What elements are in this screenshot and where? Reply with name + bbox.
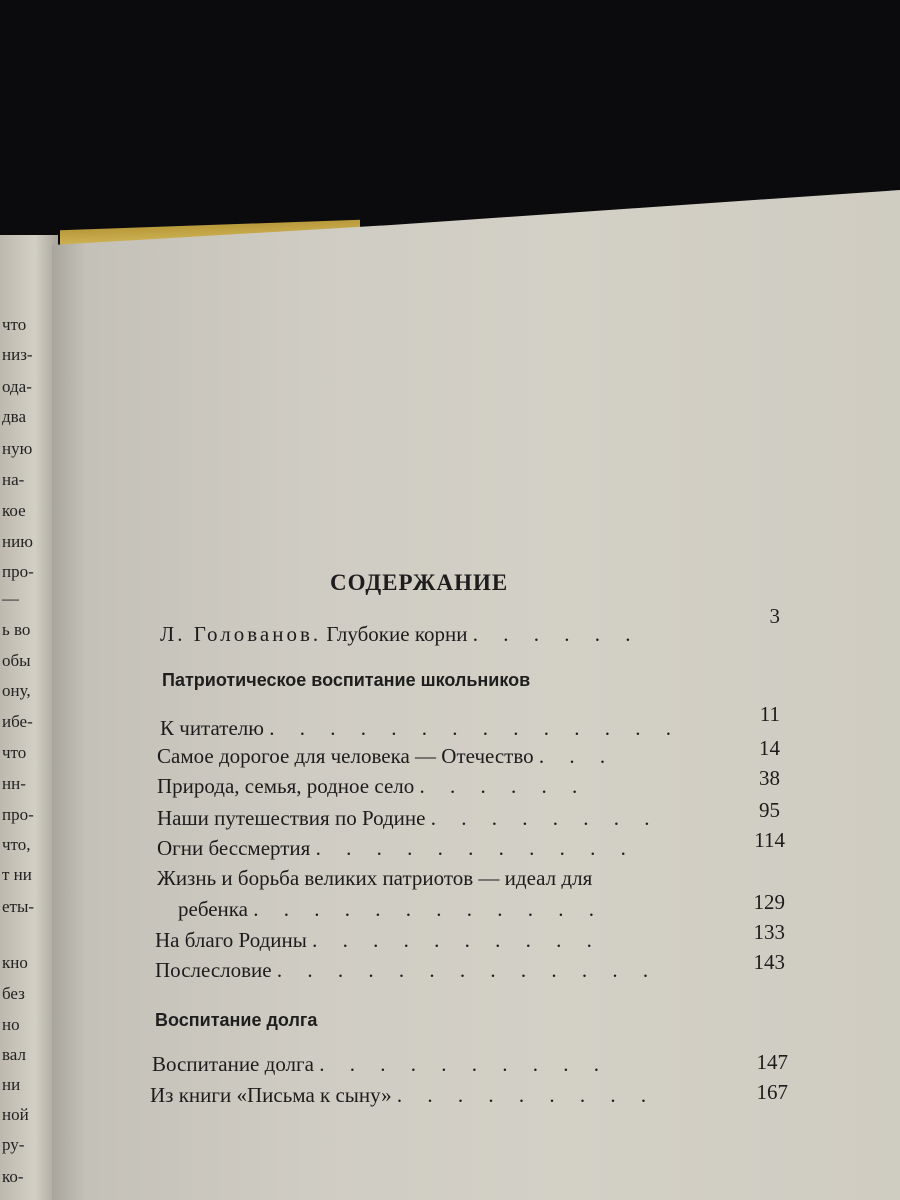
left-page-text: — (2, 589, 19, 608)
toc-page-number: 143 (753, 950, 785, 974)
left-page-text: низ- (2, 345, 33, 364)
left-page-text: ру- (2, 1135, 25, 1154)
toc-entry-title: Самое дорогое для человека — Отечество (157, 744, 534, 768)
left-page-text: ную (2, 439, 33, 458)
toc-entry-title: Природа, семья, родное село (157, 774, 415, 798)
toc-entry-intro (160, 622, 640, 647)
toc-entry-title: Наши путешествия по Родине (157, 806, 426, 830)
left-page-text: но (2, 1015, 20, 1034)
toc-entry-dots: . . . . . . . . . (396, 1083, 657, 1107)
toc-page-number: 14 (759, 736, 780, 760)
left-page-text: про- (2, 805, 34, 824)
toc-entry-title: К читателю (160, 716, 264, 740)
toc-entry-dots: . . . . . . . . (430, 806, 660, 830)
left-page-text: вал (2, 1045, 26, 1064)
toc-section-title: Воспитание долга (155, 1010, 318, 1030)
left-page-text: ибе- (2, 712, 33, 731)
toc-page-number: 38 (759, 766, 780, 790)
left-page-text: что, (2, 835, 31, 854)
toc-page-number: 11 (759, 702, 780, 726)
toc-entry-continuation (178, 897, 604, 922)
left-page-text: ко- (2, 1167, 24, 1186)
toc-entry-dots: . . . . . . . . . . . . (253, 897, 604, 921)
toc-entry (160, 716, 681, 741)
left-page-text: т ни (2, 865, 32, 884)
left-page-text: что (2, 743, 27, 762)
toc-page-number: 129 (753, 890, 785, 914)
toc-entry-dots: . . . . . . . . . . . . . . (269, 716, 681, 740)
toc-entry-title: Глубокие корни (326, 622, 468, 646)
right-page (52, 190, 900, 1200)
left-page-text: ь во (2, 620, 31, 639)
left-page-text: нн- (2, 774, 26, 793)
left-page-text: на- (2, 470, 25, 489)
left-page-text: кно (2, 953, 28, 972)
left-page-text: два (2, 407, 26, 426)
toc-entry (157, 806, 659, 831)
left-page-text: обы (2, 651, 31, 670)
toc-entry-title: ребенка (178, 897, 248, 921)
toc-page-number: 114 (754, 828, 785, 852)
toc-entry (150, 1083, 656, 1108)
left-page-text: нию (2, 532, 33, 551)
left-page-text: еты- (2, 897, 35, 916)
toc-entry (155, 958, 658, 983)
toc-page-number: 3 (769, 604, 780, 628)
toc-entry-title: Жизнь и борьба великих патриотов — идеал для (157, 866, 593, 890)
toc-entry-title: Из книги «Письма к сыну» (150, 1083, 392, 1107)
left-page-text: без (2, 984, 25, 1003)
toc-page-number: 95 (759, 798, 780, 822)
left-page-text: ода- (2, 377, 32, 396)
left-page (0, 235, 58, 1200)
toc-entry (157, 774, 587, 799)
toc-entry (157, 836, 636, 861)
toc-entry-title: Послесловие (155, 958, 272, 982)
left-page-text: про- (2, 562, 34, 581)
toc-entry-dots: . . . . . . . . . . (312, 928, 602, 952)
toc-entry-title: Огни бессмертия (157, 836, 311, 860)
toc-section-title: Патриотическое воспитание школьников (162, 670, 531, 690)
left-page-text: что (2, 315, 27, 334)
toc-entry-dots: . . . . . . (419, 774, 588, 798)
toc-page-number: 133 (753, 920, 785, 944)
toc-page-number: 167 (756, 1080, 788, 1104)
toc-heading: СОДЕРЖАНИЕ (330, 570, 509, 595)
toc-entry (155, 928, 602, 953)
toc-entry-title: Воспитание долга (152, 1052, 314, 1076)
toc-entry (152, 1052, 609, 1077)
toc-page-number: 147 (756, 1050, 788, 1074)
left-page-text: ни (2, 1075, 21, 1094)
toc-entry-dots: . . . (538, 744, 616, 768)
toc-entry (157, 866, 592, 891)
toc-entry-dots: . . . . . . . . . . (319, 1052, 609, 1076)
left-page-text: кое (2, 501, 26, 520)
toc-entry-dots: . . . . . . . . . . . . . (276, 958, 659, 982)
toc-entry (157, 744, 615, 769)
left-page-text: ной (2, 1105, 29, 1124)
left-page-text: ону, (2, 681, 31, 700)
toc-entry-title: На благо Родины (155, 928, 307, 952)
toc-entry-dots: . . . . . . (472, 622, 641, 646)
toc-entry-author: Л. Голованов. (160, 622, 322, 646)
toc-entry-dots: . . . . . . . . . . . (315, 836, 636, 860)
